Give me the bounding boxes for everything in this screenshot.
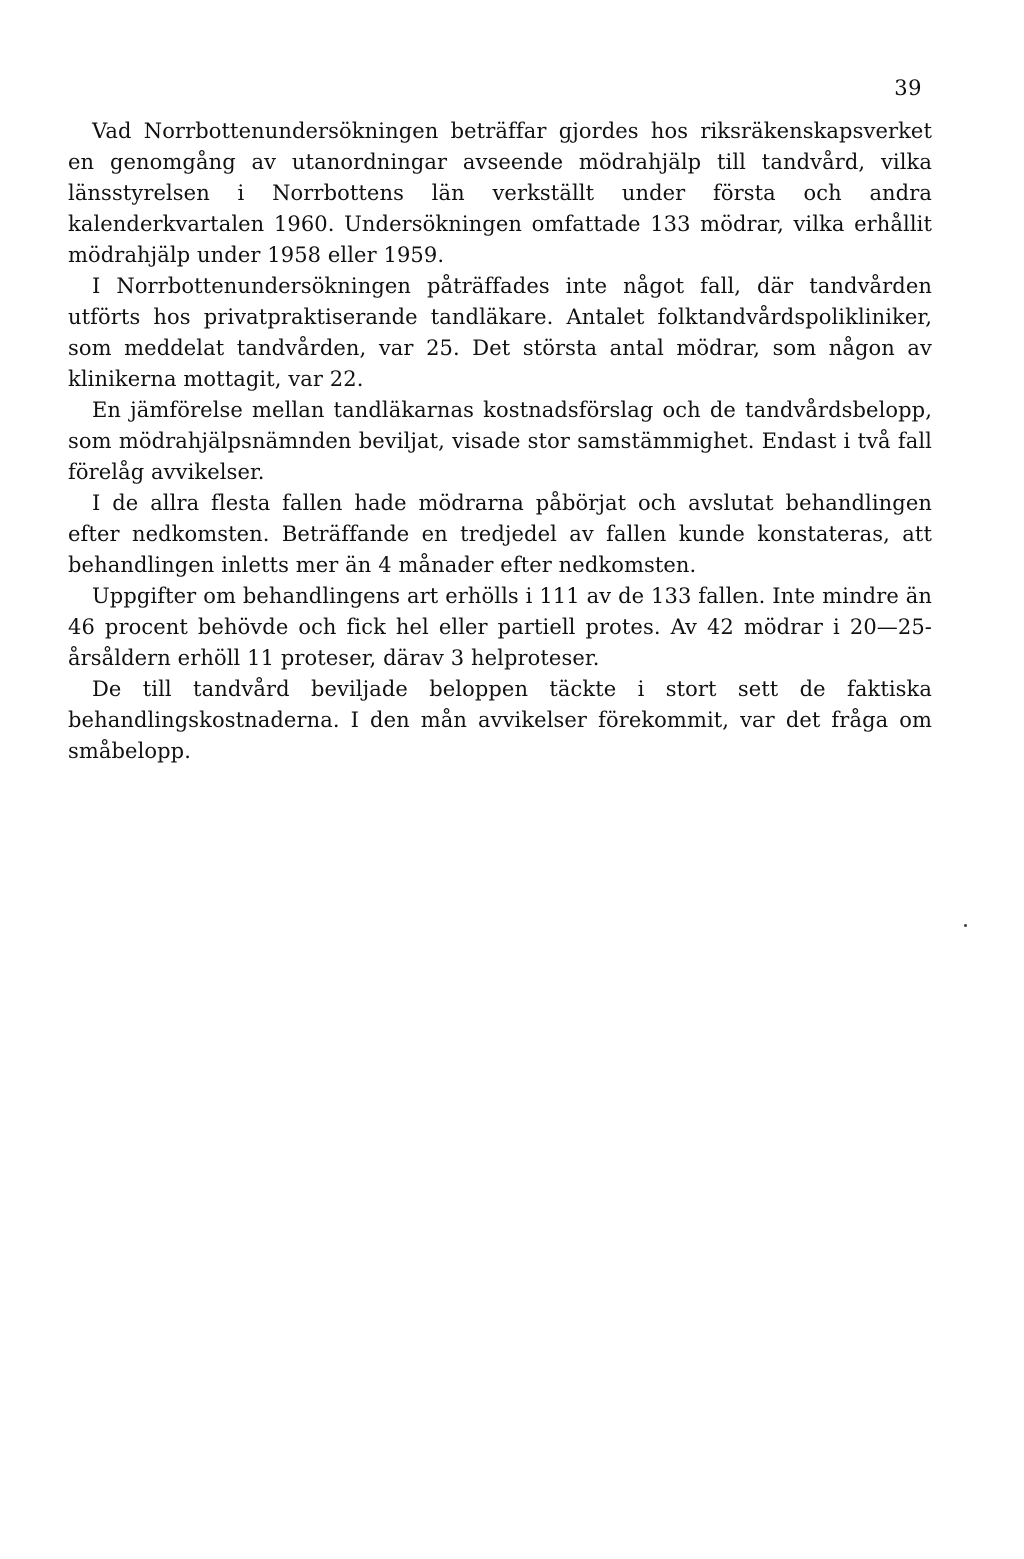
paragraph-treatment-type: Uppgifter om behandlingens art erhölls i 111 av de 133 fallen. Inte mindre än 46 procent behövde och fick hel eller partiell protes. Av 42 mödrar i 20—25-årsåldern erhöll 11 proteser, därav 3 helproteser.	[68, 584, 932, 670]
paragraph-treatment-timing: I de allra flesta fallen hade mödrarna påbörjat och avslutat behandlingen efter nedkomsten. Beträffande en tredjedel av fallen kunde konstateras, att behandlingen inletts mer än 4 månader efter nedkomsten.	[68, 491, 932, 577]
scan-speck	[964, 924, 967, 927]
paragraph-private-dentists: I Norrbottenundersökningen påträffades inte något fall, där tandvården utförts hos privatpraktiserande tandläkare. Antalet folktandvårdspolikliniker, som meddelat tandvården, var 25. Det största antal mödrar, som någon av klinikerna mottagit, var 22.	[68, 274, 932, 391]
body-text	[68, 116, 932, 767]
paragraph-granted-amounts: De till tandvård beviljade beloppen täckte i stort sett de faktiska behandlingskostnaderna. I den mån avvikelser förekommit, var det fråga om småbelopp.	[68, 677, 932, 763]
page-number: 39	[894, 76, 922, 100]
paragraph-cost-comparison: En jämförelse mellan tandläkarnas kostnadsförslag och de tandvårdsbelopp, som mödrahjälpsnämnden beviljat, visade stor samstämmighet. Endast i två fall förelåg avvikelser.	[68, 398, 932, 484]
paragraph-norrbotten-review: Vad Norrbottenundersökningen beträffar gjordes hos riksräkenskapsverket en genomgång av utanordningar avseende mödrahjälp till tandvård, vilka länsstyrelsen i Norrbottens län verkställt under första och andra kalenderkvartalen 1960. Undersökningen omfattade 133 mödrar, vilka erhållit mödrahjälp under 1958 eller 1959.	[68, 119, 932, 267]
